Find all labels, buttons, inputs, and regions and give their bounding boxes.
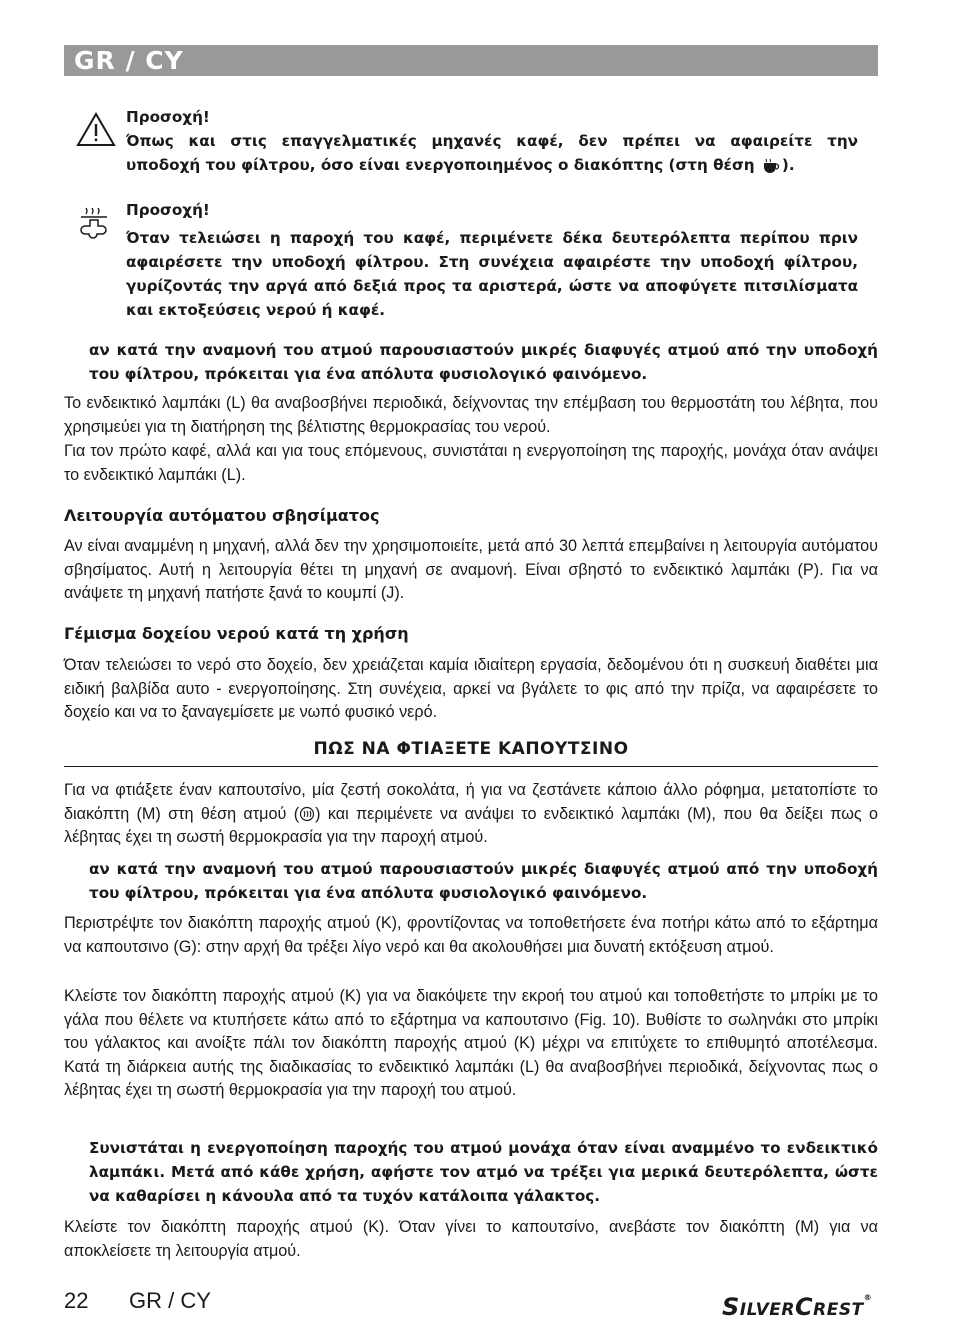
coffee-cup-icon [760,158,782,174]
paragraph-cappuccino-intro [64,779,878,850]
hot-surface-icon [78,206,110,244]
caution-1-line2: υποδοχή του φίλτρου, όσο είναι ενεργοποιημένος ο διακόπτης (στη θέση [126,156,755,174]
paragraph-thermostat: Το ενδεικτικό λαμπάκι (L) θα αναβοσβήνει περιοδικά, δείχνοντας την επέμβαση του θερμοστάτη του λέβητα, που χρησιμεύει για τη διατήρηση της βέλτιστης θερμοκρασίας του νερού. [64,394,878,436]
silvercrest-logo: SILVERCREST® [722,1293,873,1321]
steam-icon [299,806,315,822]
caution-1-line2-end: ). [781,156,795,174]
heading-refill: Γέμισμα δοχείου νερού κατά τη χρήση [64,624,409,643]
paragraph-auto-off: Αν είναι αναμμένη η μηχανή, αλλά δεν την χρησιμοποιείτε, μετά από 30 λεπτά επεμβαίνει η λειτουργία αυτόματου σβησίματος. Αυτή η λειτουργία θέτει τη μηχανή σε αναμονή. Είναι σβηστό το ενδεικτικό λαμπάκι (P). Για να ανάψετε τη μηχανή πατήστε ξανά το κουμπί (J). [64,537,878,603]
note-steam-leak: αν κατά την αναμονή του ατμού παρουσιαστούν μικρές διαφυγές ατμού από την υποδοχή του φίλτρου, πρόκειται για ένα απόλυτα φυσιολογικό φαινόμενο. [89,341,878,383]
footer-language: GR / CY [129,1288,211,1313]
caution-1-title: Προσοχή! [126,108,210,126]
cappuccino-intro-b: ) και περιμένετε να ανάψει το ενδεικτικό λαμπάκι (M), που θα δείξει πως ο λέβητας έχει τη σωστή θερμοκρασία για την παροχή ατμού. [64,804,878,847]
heading-cappuccino: ΠΩΣ ΝΑ ΦΤΙΑΞΕΤΕ ΚΑΠΟΥΤΣΙΝΟ [313,739,629,759]
paragraph-finish: Κλείστε τον διακόπτη παροχής ατμού (K). Όταν γίνει το καπουτσίνο, ανεβάστε τον διακόπτη (M) για να αποκλείσετε τη λειτουργία ατμού. [64,1218,878,1260]
note-steam-leak-2: αν κατά την αναμονή του ατμού παρουσιαστούν μικρές διαφυγές ατμού από την υποδοχή του φίλτρου, πρόκειται για ένα απόλυτα φυσιολογικό φαινόμενο. [89,860,878,902]
caution-2 [126,198,858,322]
paragraph-first-coffee: Για τον πρώτο καφέ, αλλά και για τους επόμενους, συνιστάται η ενεργοποίηση της παροχής, μονάχα όταν ανάψει το ενδεικτικό λαμπάκι (L). [64,442,878,484]
heading-auto-off: Λειτουργία αυτόματου σβησίματος [64,506,380,525]
caution-1-line1: Όπως και στις επαγγελματικές μηχανές καφέ, δεν πρέπει να αφαιρείτε την [126,132,858,150]
header-bar [64,45,878,76]
paragraph-refill: Όταν τελειώσει το νερό στο δοχείο, δεν χρειάζεται καμία ιδιαίτερη εργασία, δεδομένου ότι η συσκευή διαθέτει μια ειδική βαλβίδα αυτο - ενεργοποίησης. Στη συνέχεια, αρκεί να βγάλετε το φις από την πρίζα, να αφαιρέσετε το δοχείο και να το ξαναγεμίσετε με νωπό φυσικό νερό. [64,656,878,722]
cappuccino-intro-a: Για να φτιάξετε έναν καπουτσίνο, μία ζεστή σοκολάτα, ή για να ζεστάνετε κάποιο άλλο ρόφημα, μετατοπίστε το διακόπτη (M) στη θέση ατμού ( [64,781,878,823]
section-divider [64,766,878,767]
warning-triangle-icon [76,112,116,148]
paragraph-steam-start: Περιστρέψτε τον διακόπτη παροχής ατμού (K), φροντίζοντας να τοποθετήσετε ένα ποτήρι κάτω από το εξάρτημα να καπουτσινο (G): στην αρχή θα τρέξει λίγο νερό και θα ακολουθήσει μια δυνατή εκτόξευση ατμού. [64,914,878,956]
header-title: GR / CY [74,46,184,75]
page-number: 22 [64,1288,89,1313]
paragraph-milk-frothing: Κλείστε τον διακόπτη παροχής ατμού (K) για να διακόψετε την εκροή του ατμού και τοποθετήστε το μπρίκι με το γάλα που θέλετε να κτυπήσετε κάτω από το εξάρτημα να καπουτσινο (Fig. 10). Βυθίστε το σωληνάκι στο μπρίκι του γάλακτος και ανοίξτε πάλι τον διακόπτη παροχής ατμού (K) μέχρι να επιτύχετε το επιθυμητό αποτέλεσμα. Κατά τη διάρκεια αυτής της διαδικασίας το ενδεικτικό λαμπάκι (L) θα αναβοσβήνει περιοδικά, δείχνοντας πως ο λέβητας έχει τη σωστή θερμοκρασία για την παροχή του ατμού. [64,987,878,1100]
caution-1 [126,105,858,177]
note-steam-usage: Συνιστάται η ενεργοποίηση παροχής του ατμού μονάχα όταν είναι αναμμένο το ενδεικτικό λαμπάκι. Μετά από κάθε χρήση, αφήστε τον ατμό να τρέξει για μερικά δευτερόλεπτα, ώστε να καθαρίσει η κάνουλα από τα τυχόν κατάλοιπα γάλακτος. [89,1139,878,1205]
caution-2-text: Όταν τελειώσει η παροχή του καφέ, περιμένετε δέκα δευτερόλεπτα περίπου πριν αφαιρέσετε την υποδοχή φίλτρου. Στη συνέχεια αφαιρέστε την υποδοχή φίλτρου, γυρίζοντάς την αργά από δεξιά προς τα αριστερά, ώστε να αποφύγετε πιτσιλίσματα και εκτοξεύσεις νερού ή καφέ. [126,229,858,319]
caution-2-title: Προσοχή! [126,201,210,219]
